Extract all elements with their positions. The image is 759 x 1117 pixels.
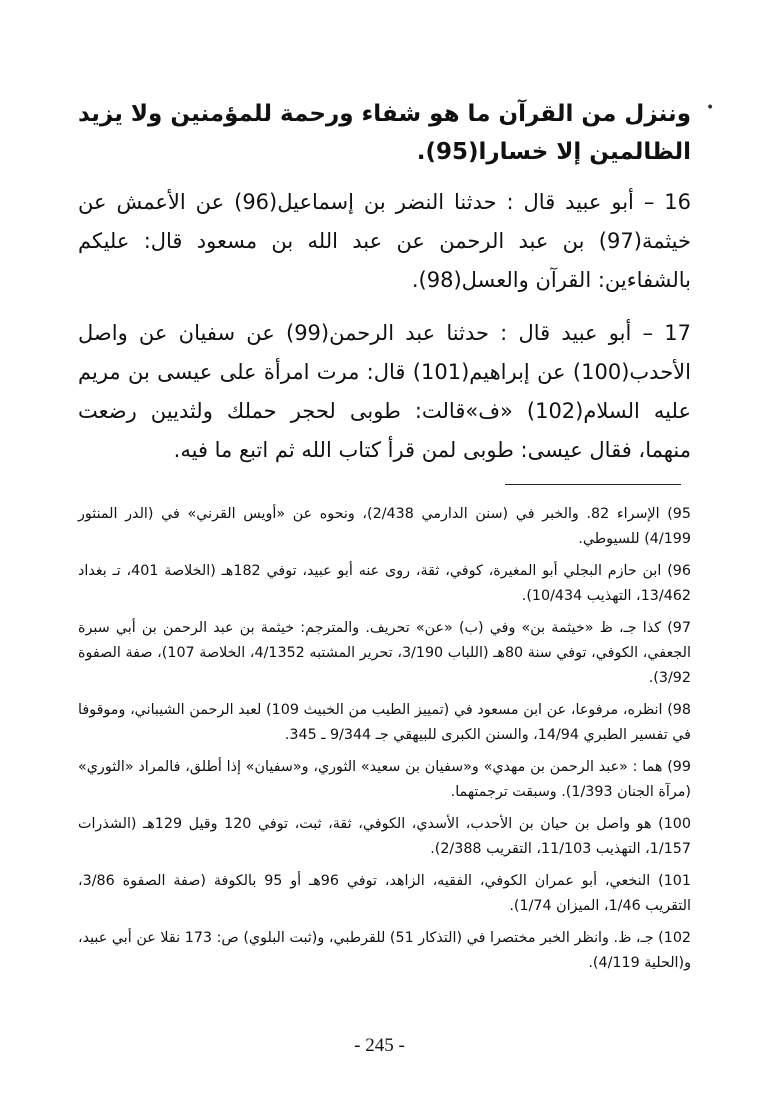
footnote-95: 95) الإسراء 82. والخبر في (سنن الدارمي 2/438)، ونحوه عن «أويس القرني» في (الدر المنثور 4/199) للسيوطي. xyxy=(78,506,691,547)
quran-verse: وننزل من القرآن ما هو شفاء ورحمة للمؤمنين ولا يزيد الظالمين إلا خسارا(95). xyxy=(78,101,691,165)
narration-16: 16 – أبو عبيد قال : حدثنا النضر بن إسماعيل(96) عن الأعمش عن خيثمة(97) بن عبد الرحمن عن عبد الله بن مسعود قال: عليكم بالشفاءين: القرآن والعسل(98). xyxy=(78,190,691,292)
page-number: - 245 - xyxy=(354,1035,405,1056)
narration-17: 17 – أبو عبيد قال : حدثنا عبد الرحمن(99) عن سفيان عن واصل الأحدب(100) عن إبراهيم(101) قال: مرت امرأة على عيسى بن مريم عليه السلام(102) «ف»قالت: طوبى لحجر حملك ولثديين رضعت منهما، فقال عيسى: طوبى لمن قرأ كتاب الله ثم اتبع ما فيه. xyxy=(78,321,692,462)
footnotes xyxy=(78,502,691,983)
footnote-separator xyxy=(505,484,681,485)
footnote-102: 102) جـ، ظ. وانظر الخبر مختصرا في (التذكار 51) للقرطبي، و(ثبت البلوي) ص: 173 نقلا عن أبي عبيد، و(الحلية 4/119). xyxy=(78,930,692,971)
footnote-99: 99) هما : «عبد الرحمن بن مهدي» و«سفيان بن سعيد» الثوري، و«سفيان» إذا أطلق، فالمراد «الثوري» (مرآة الجنان 1/393). وسبقت ترجمتهما. xyxy=(78,759,691,800)
footnote-98: 98) انظره، مرفوعا، عن ابن مسعود في (تمييز الطيب من الخبيث 109) لعبد الرحمن الشيباني، وموقوفا في تفسير الطبري 14/94، والسنن الكبرى للبيهقي جـ 9/344 ـ 345. xyxy=(78,702,691,743)
footnote-97: 97) كذا جـ، ظ «خيثمة بن» وفي (ب) «عن» تحريف. والمترجم: خيثمة بن عبد الرحمن بن أبي سبرة الجعفي، الكوفي، توفي سنة 80هـ (اللباب 3/190، تحرير المشتبه 4/1352، الخلاصة 107)، صفة الصفوة 3/92). xyxy=(78,620,691,686)
margin-dot: • xyxy=(706,100,715,116)
main-text xyxy=(78,95,691,484)
footnote-96: 96) ابن حازم البجلي أبو المغيرة، كوفي، ثقة، روى عنه أبو عبيد، توفي 182هـ (الخلاصة 401، تـ بغداد 13/462، التهذيب 10/434). xyxy=(78,563,691,604)
footnote-101: 101) النخعي، أبو عمران الكوفي، الفقيه، الزاهد، توفي 96هـ أو 95 بالكوفة (صفة الصفوة 3/86، التقريب 1/46، الميزان 1/74). xyxy=(78,873,691,914)
footnote-100: 100) هو واصل بن حيان بن الأحدب، الأسدي، الكوفي، ثقة، ثبت، توفي 120 وقيل 129هـ (الشذرات 1/157، التهذيب 11/103، التقريب 2/388). xyxy=(78,816,691,857)
